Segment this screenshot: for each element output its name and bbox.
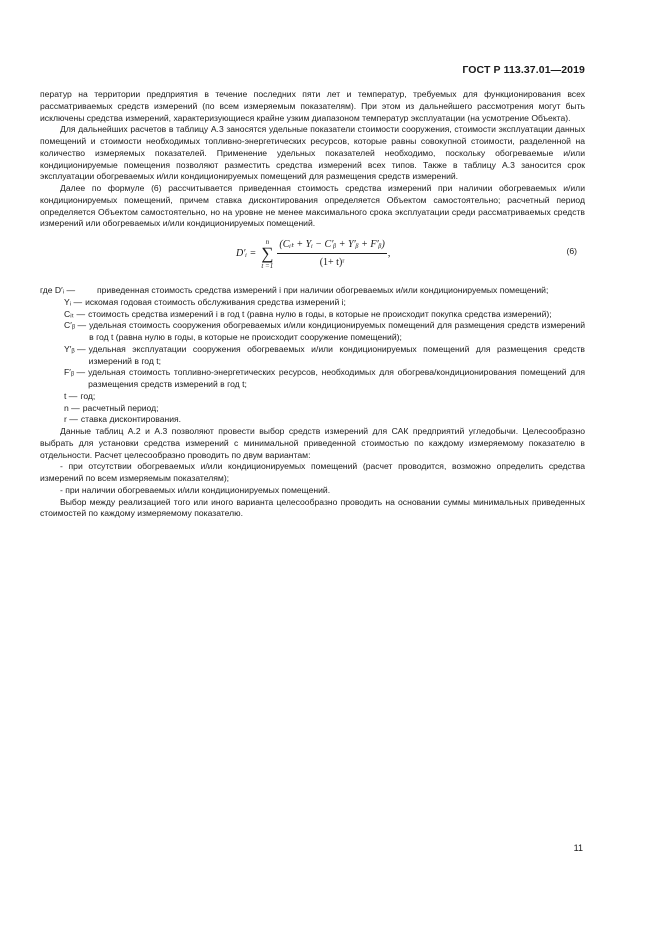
definition-desc: удельная стоимость сооружения обогреваемых и/или кондиционируемых помещений для размещения средств измерений в год t (равна нулю в годы, в которые не происходит сооружение помещений);	[89, 320, 585, 342]
paragraph-formula-intro: Далее по формуле (6) рассчитывается приведенная стоимость средства измерений при наличии обогреваемых и/или кондиционируемых помещений, причем ставка дисконтирования определяется Объектом самостоятельно; расчетный период определяется Объектом самостоятельно, но на уровне не менее максимального срока эксплуатации среди рассматриваемых средств измерений или обогреваемых и/или кондиционируемых помещений.	[40, 183, 585, 229]
definition-desc: приведенная стоимость средства измерений i при наличии обогреваемых и/или кондиционируемых помещений;	[97, 285, 549, 295]
definition-item	[40, 344, 585, 368]
sum-lower-limit: t =1	[261, 262, 274, 270]
definition-desc: ставка дисконтирования.	[80, 414, 182, 425]
definition-term: C′ᵦ —	[64, 320, 87, 331]
definition-term: n —	[64, 402, 80, 413]
formula-numerator: (Cᵢₜ + Yᵢ − C′ᵦ + Y′ᵦ + F′ᵦ)	[277, 239, 386, 254]
page-content	[40, 89, 585, 520]
definition-item	[40, 297, 585, 309]
definition-term: Y′ᵦ —	[64, 343, 86, 354]
formula-denominator: (1+ t)ʳ	[319, 257, 345, 268]
formula-sum	[261, 238, 273, 270]
definition-item	[40, 285, 585, 297]
paragraph-continuation: ператур на территории предприятия в течение последних пяти лет и температур, требуемых для функционирования всех рассматриваемых средств измерений (по всем измеряемым показателям). При этом из дальнейшего рассмотрения могут быть исключены средства измерений, характеризующиеся крайне узким диапазоном температур эксплуатации (на усмотрение Объекта).	[40, 89, 585, 123]
definition-item	[40, 367, 585, 391]
sum-upper-limit: n	[265, 238, 270, 246]
definition-desc: расчетный период;	[82, 402, 159, 413]
paragraph-selection: Данные таблиц А.2 и А.3 позволяют провести выбор средств измерений для САК предприятий угледобычи. Целесообразно выбрать для установки средства измерений с минимальной приведенной стоимостью по каждому измеряемому показателю в отдельности. Расчет целесообразно проводить по двум вариантам:	[40, 426, 585, 460]
definition-desc: стоимость средства измерений i в год t (равна нулю в годы, в которые не происходит покупка средства измерений);	[88, 308, 552, 319]
formula-lhs: D′ᵢ =	[236, 248, 257, 260]
definition-term: где D′ᵢ —	[40, 285, 76, 295]
definition-item	[40, 414, 585, 426]
definition-term: t —	[64, 390, 78, 401]
bullet-with-rooms: - при наличии обогреваемых и/или кондиционируемых помещений.	[60, 484, 331, 495]
definition-term: F′ᵦ —	[64, 367, 86, 378]
definition-item	[40, 309, 585, 321]
definition-term: Cᵢₜ —	[64, 308, 86, 319]
definition-desc: искомая годовая стоимость обслуживания средства измерений i;	[85, 296, 346, 307]
formula-6	[236, 238, 390, 270]
document-header: ГОСТ Р 113.37.01—2019	[462, 64, 585, 76]
definition-desc: удельная стоимость топливно-энергетических ресурсов, необходимых для обогрева/кондиционирования помещений для размещения средств измерений в год t;	[88, 367, 585, 389]
formula-fraction	[277, 239, 386, 269]
definition-desc: год;	[80, 390, 96, 401]
page-number: 11	[573, 843, 583, 853]
definition-item	[40, 391, 585, 403]
definition-term: r —	[64, 414, 78, 425]
definition-item	[40, 403, 585, 415]
definition-desc: удельная эксплуатации сооружения обогреваемых и/или кондиционируемых помещений для размещения средств измерений в год t;	[88, 343, 585, 366]
definitions-list	[40, 285, 585, 426]
bullet-without-rooms: - при отсутствии обогреваемых и/или кондиционируемых помещений (расчет проводится, возможно определить средства измерений по всем измеряемым показателям);	[40, 461, 585, 483]
formula-comma: ,	[387, 248, 391, 260]
paragraph-table-a3: Для дальнейших расчетов в таблицу А.3 заносятся удельные показатели стоимости сооружения, стоимости эксплуатации данных помещений и стоимости необходимых топливно-энергетических ресурсов, которые равны совокупной стоимости, разделенной на количество измеряемых показателей. Применение удельных показателей необходимо, поскольку обогреваемые и/или кондиционируемые помещения позволяют разместить средства измерений всех типов. Также в таблицу А.3 заносится срок эксплуатации обогреваемых и/или кондиционируемых помещений для размещения средств измерений.	[40, 124, 585, 182]
sigma-icon: ∑	[261, 244, 274, 263]
definition-item	[40, 320, 585, 344]
paragraph-conclusion: Выбор между реализацией того или иного варианта целесообразно проводить на основании суммы минимальных приведенных стоимостей по каждому измеряемому показателю.	[40, 496, 585, 519]
definition-term: Yᵢ —	[64, 296, 83, 307]
formula-number: (6)	[566, 246, 577, 256]
formula-block	[40, 232, 585, 284]
